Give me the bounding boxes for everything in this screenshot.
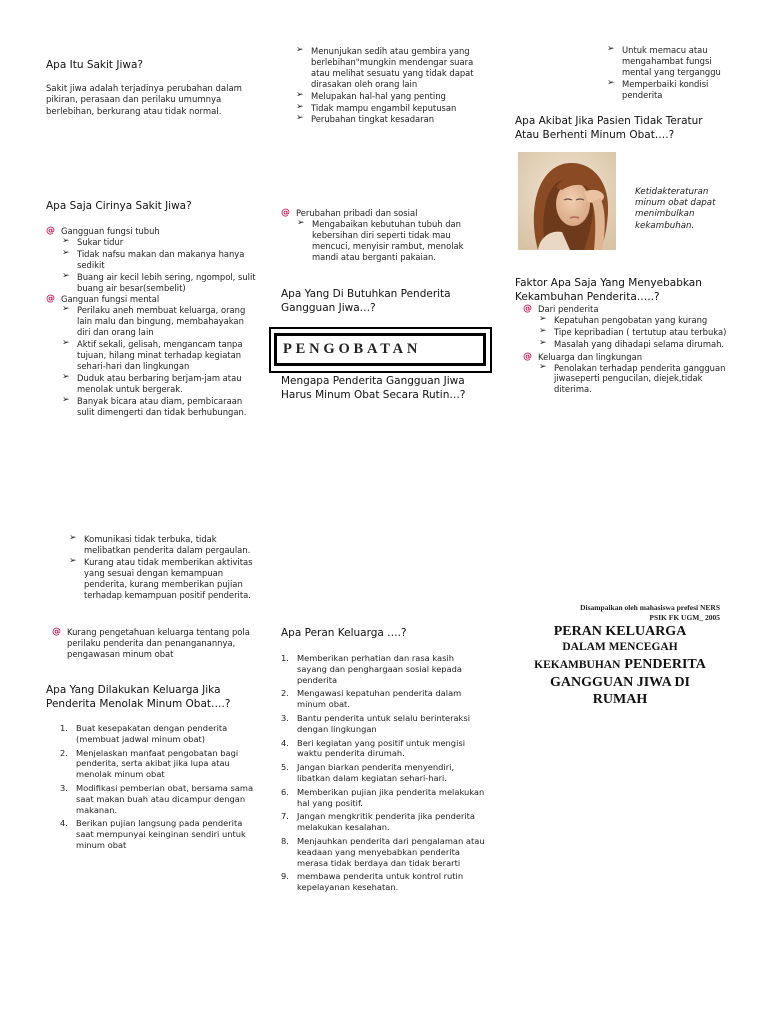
- list-item: ➢ Kurang atau tidak memberikan aktivitas yang sesuai dengan kemampuan penderita, kurang memberikan pujian terhadap kemampuan positif penderita.: [69, 555, 253, 600]
- group-label: Dari penderita: [538, 304, 599, 314]
- arrow-bullet-icon: ➢: [62, 304, 70, 315]
- heading-apa-itu-sakit-jiwa: Apa Itu Sakit Jiwa?: [46, 59, 143, 71]
- arrow-bullet-icon: ➢: [539, 313, 547, 324]
- list-item: ➢ Tidak mampu engambil keputusan: [296, 101, 457, 113]
- list-item: ➢ Tidak nafsu makan dan makanya hanya sedikit: [62, 247, 245, 270]
- section-tujuan-obat: [603, 45, 733, 102]
- list-tujuan-obat: [603, 45, 733, 101]
- list-langkah-menolak: [60, 723, 256, 851]
- at-bullet-icon: @: [52, 627, 61, 637]
- section-menolak-obat: [46, 683, 256, 854]
- pengobatan-box: PENGOBATAN: [274, 333, 486, 366]
- section-perubahan-pribadi: [281, 208, 488, 264]
- arrow-bullet-icon: ➢: [62, 270, 70, 281]
- list-item: 4. Beri kegiatan yang positif untuk mengisi waktu penderita dirumah.: [281, 737, 466, 759]
- list-item: 3. Bantu penderita untuk selalu berinteraksi dengan lingkungan: [281, 712, 470, 734]
- list-item: ➢ Banyak bicara atau diam, pembicaraan sulit dimengerti dan tidak berhubungan.: [62, 394, 247, 417]
- section-faktor: [515, 276, 730, 396]
- section-peran-keluarga: [281, 626, 486, 896]
- group-detail: tentang pola perilaku penderita dan penanganannya, pengawasan minum obat: [67, 627, 250, 659]
- list-item: ➢ Tipe kepribadian ( tertutup atau terbuka): [539, 325, 727, 337]
- list-item: ➢ Perubahan tingkat kesadaran: [296, 113, 435, 125]
- group-label: Kurang pengetahuan keluarga: [67, 627, 194, 637]
- list-fungsi-mental: [58, 305, 258, 417]
- group-label: Perubahan pribadi dan sosial: [296, 208, 418, 218]
- section-ciri: [46, 199, 258, 418]
- list-item: ➢ Aktif sekali, gelisah, mengancam tanpa tujuan, hilang minat terhadap kegiatan sehari-hari dan lingkungan: [62, 338, 243, 371]
- heading-ciri-sakit-jiwa: Apa Saja Cirinya Sakit Jiwa?: [46, 200, 192, 212]
- section-ciri-lanjutan: [292, 46, 488, 126]
- woman-headache-photo: [518, 152, 616, 250]
- arrow-bullet-icon: ➢: [539, 361, 547, 372]
- arrow-bullet-icon: ➢: [539, 325, 547, 336]
- at-bullet-icon: @: [46, 226, 55, 236]
- credit-block: [540, 603, 720, 623]
- list-item: ➢ Menunjukan sedih atau gembira yang berlebihan"mungkin mendengar suara atau melihat sesuatu yang tidak dapat dirasakan oleh orang lain: [296, 45, 474, 89]
- heading-kebutuhan-penderita: Apa Yang Di Butuhkan Penderita Gangguan Jiwa…?: [281, 288, 451, 314]
- group-fungsi-tubuh: [46, 226, 258, 237]
- arrow-bullet-icon: ➢: [296, 101, 304, 112]
- section-kebutuhan: [281, 287, 486, 315]
- list-dari-penderita: [535, 315, 730, 350]
- list-item: 2. Menjelaskan manfaat pengobatan bagi penderita, serta akibat jika lupa atau menolak minum obat: [60, 747, 239, 780]
- section-sakit-jiwa: [46, 58, 256, 118]
- list-item: 7. Jangan mengkritik penderita jika penderita melakukan kesalahan.: [281, 811, 476, 833]
- list-item: 1. Buat kesepakatan dengan penderita (membuat jadwal minum obat): [60, 723, 228, 744]
- arrow-bullet-icon: ➢: [62, 338, 70, 349]
- arrow-bullet-icon: ➢: [62, 247, 70, 258]
- list-item: ➢ Untuk memacu atau mengahambat fungsi mental yang terganggu: [607, 44, 721, 77]
- list-item: ➢ Penolakan terhadap penderita gangguan jiwaseperti pengucilan, diejek,tidak diterima.: [539, 361, 726, 395]
- cover-title-line-5: RUMAH: [592, 692, 648, 707]
- list-item: 3. Modifikasi pemberian obat, bersama sama saat makan buah atau dicampur dengan makanan.: [60, 782, 254, 815]
- list-item: 6. Memberikan pujian jika penderita melakukan hal yang positif.: [281, 786, 485, 808]
- cover-title-line-4: GANGGUAN JIWA DI: [549, 675, 690, 690]
- cover-title: [520, 624, 720, 708]
- section-lingkungan-lanjutan: [65, 534, 255, 601]
- list-item: ➢ Kepatuhan pengobatan yang kurang: [539, 313, 708, 325]
- at-bullet-icon: @: [523, 304, 532, 314]
- photo-caption: Ketidakteraturan minum obat dapat menimbulkan kekambuhan.: [635, 186, 716, 231]
- list-item: ➢ Melupakan hal-hal yang penting: [296, 89, 446, 101]
- group-fungsi-mental: [46, 294, 258, 305]
- at-bullet-icon: @: [523, 351, 532, 362]
- arrow-bullet-icon: ➢: [69, 555, 77, 566]
- list-fungsi-tubuh: [58, 237, 258, 294]
- section-minum-obat: [281, 374, 486, 402]
- list-item: ➢ Masalah yang dihadapi selama dirumah.: [539, 337, 725, 349]
- cover-title-line-1: PERAN KELUARGA: [553, 624, 687, 639]
- arrow-bullet-icon: ➢: [296, 45, 304, 55]
- group-keluarga-lingkungan: [523, 352, 730, 363]
- list-perubahan-pribadi: [293, 219, 488, 263]
- list-lingkungan-lanjutan: [65, 534, 255, 600]
- group-label: Ganguan fungsi mental: [61, 294, 160, 305]
- list-item: 1. Memberikan perhatian dan rasa kasih sayang dan penghargaan sosial kepada penderita: [281, 653, 463, 685]
- arrow-bullet-icon: ➢: [69, 533, 77, 543]
- group-kurang-pengetahuan: [52, 627, 252, 660]
- list-item: 4. Berikan pujian langsung pada penderita saat mempunyai keinginan sendiri untuk minum obat: [60, 818, 246, 850]
- list-item: 2. Mengawasi kepatuhan penderita dalam minum obat.: [281, 688, 462, 710]
- credit-line-1: Disampaikan oleh mahasiswa prefesi NERS: [580, 603, 720, 612]
- heading-mengapa-minum-obat: Mengapa Penderita Gangguan Jiwa Harus Minum Obat Secara Rutin…?: [281, 375, 466, 401]
- at-bullet-icon: @: [281, 208, 290, 218]
- cover-title-line-2: DALAM MENCEGAH: [562, 641, 678, 653]
- cover-title-line-3: KEKAMBUHAN PENDERITA: [534, 657, 706, 672]
- arrow-bullet-icon: ➢: [607, 77, 615, 88]
- list-item: ➢ Buang air kecil lebih sering, ngompol, sulit buang air besar(sembelit): [62, 270, 256, 293]
- heading-menolak-obat: Apa Yang Dilakukan Keluarga Jika Penderita Menolak Minum Obat….?: [46, 684, 231, 710]
- heading-faktor-kekambuhan: Faktor Apa Saja Yang Menyebabkan Kekambuhan Penderita…..?: [515, 277, 702, 303]
- section-kurang-pengetahuan: [52, 627, 252, 660]
- heading-akibat-berhenti-obat: Apa Akibat Jika Pasien Tidak Teratur Atau Berhenti Minum Obat….?: [515, 115, 703, 141]
- group-label: Keluarga dan lingkungan: [538, 351, 643, 362]
- list-keluarga-lingkungan: [535, 363, 730, 396]
- list-ciri-lanjutan: [292, 46, 488, 125]
- group-label: Gangguan fungsi tubuh: [61, 226, 160, 236]
- list-item: ➢ Sukar tidur: [62, 235, 124, 247]
- list-item: 8. Menjauhkan penderita dari pengalaman atau keadaan yang menyebabkan penderita merasa tidak berdaya dan tidak berarti: [281, 835, 485, 868]
- arrow-bullet-icon: ➢: [539, 337, 547, 348]
- group-dari-penderita: [523, 304, 730, 315]
- arrow-bullet-icon: ➢: [296, 113, 304, 124]
- arrow-bullet-icon: ➢: [62, 394, 70, 405]
- arrow-bullet-icon: ➢: [62, 235, 70, 246]
- list-peran-keluarga: [281, 653, 486, 893]
- group-perubahan-pribadi: [281, 208, 488, 219]
- photo-caption-block: [635, 178, 730, 241]
- list-item: 5. Jangan biarkan penderita menyendiri, libatkan dalam kegiatan sehari-hari.: [281, 762, 455, 783]
- list-item: ➢ Komunikasi tidak terbuka, tidak melibatkan penderita dalam pergaulan.: [69, 533, 251, 555]
- heading-peran-keluarga: Apa Peran Keluarga ….?: [281, 627, 407, 639]
- arrow-bullet-icon: ➢: [607, 44, 615, 54]
- definition-text: Sakit jiwa adalah terjadinya perubahan dalam pikiran, perasaan dan perilaku umumnya berlebihan, berkurang atau tidak normal.: [46, 84, 242, 117]
- list-item: ➢ Memperbaiki kondisi penderita: [607, 77, 709, 100]
- credit-line-2: PSIK FK UGM_ 2005: [649, 613, 720, 622]
- list-item: 9. membawa penderita untuk kontrol rutin kepelayanan kesehatan.: [281, 871, 464, 893]
- section-akibat: [515, 114, 725, 142]
- arrow-bullet-icon: ➢: [296, 89, 304, 100]
- list-item: ➢ Mengabaikan kebutuhan tubuh dan kebersihan diri seperti tidak mau mencuci, menyisir rambut, menolak mandi atau berganti pakaian.: [297, 217, 464, 262]
- list-item: ➢ Duduk atau berbaring berjam-jam atau menolak untuk bergerak.: [62, 371, 242, 394]
- arrow-bullet-icon: ➢: [297, 217, 305, 228]
- list-item: ➢ Perilaku aneh membuat keluarga, orang lain malu dan bingung, membahayakan diri dan orang lain: [62, 304, 246, 338]
- at-bullet-icon: @: [46, 294, 55, 305]
- arrow-bullet-icon: ➢: [62, 371, 70, 382]
